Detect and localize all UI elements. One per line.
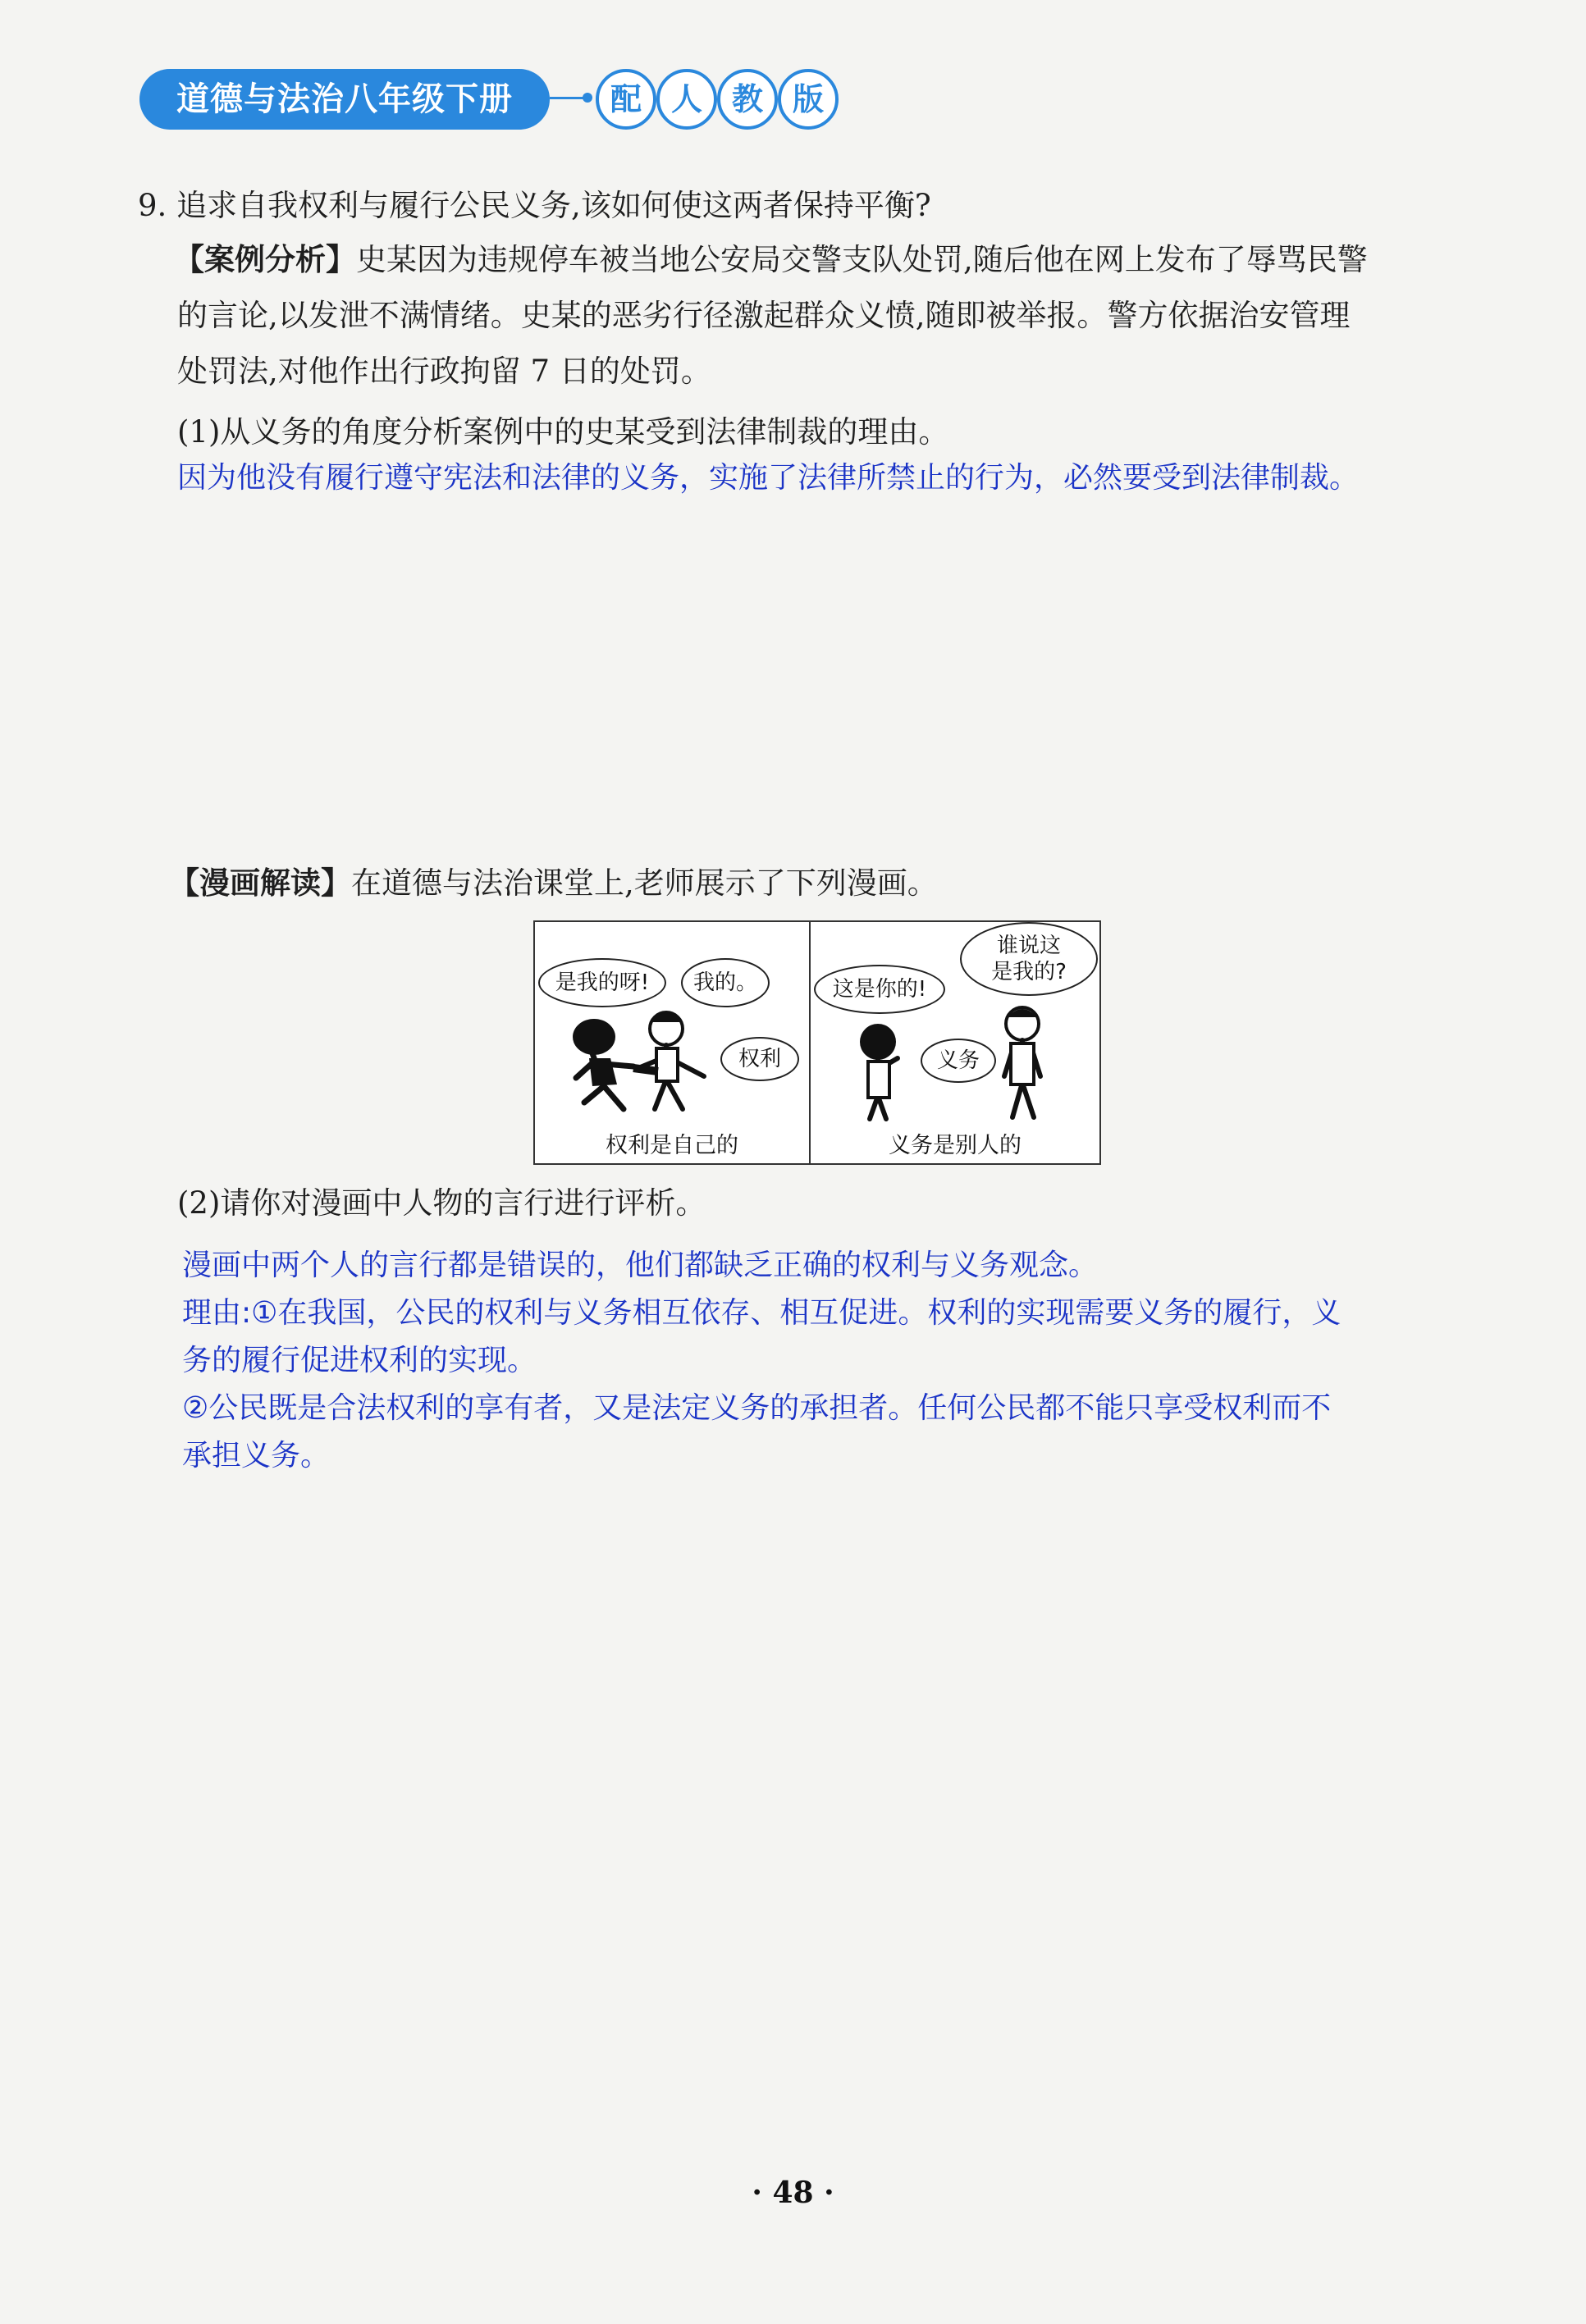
edition-badge-1: 配: [596, 69, 656, 130]
answer-1: 因为他没有履行遵守宪法和法律的义务，实施了法律所禁止的行为，必然要受到法律制裁。: [177, 461, 1360, 495]
speech-bubble-my: 我的。: [681, 958, 770, 1007]
answer-2-line-1: 漫画中两个人的言行都是错误的，他们都缺乏正确的权利与义务观念。: [182, 1249, 1099, 1282]
header-connector-dot: [583, 93, 592, 103]
answer-2-line-3: 务的履行促进权利的实现。: [182, 1344, 537, 1377]
edition-badge-2: 人: [656, 69, 717, 130]
speech-bubble-yours: 这是你的!: [814, 965, 945, 1014]
page-number: · 48 ·: [752, 2176, 834, 2210]
speech-bubble-mine: 是我的呀!: [538, 958, 666, 1007]
sub-question-2: (2)请你对漫画中人物的言行进行评析。: [177, 1185, 706, 1221]
edition-badge-4: 版: [778, 69, 839, 130]
comic-panel-duties: [811, 922, 1099, 1163]
case-text-1: 史某因为违规停车被当地公安局交警支队处罚,随后他在网上发布了辱骂民警: [356, 242, 1368, 277]
case-line-2: 的言论,以发泄不满情绪。史某的恶劣行径激起群众义愤,随即被举报。警方依据治安管理: [177, 298, 1351, 333]
tug-of-war-figures: [543, 1004, 732, 1127]
case-analysis-tag: 【案例分析】: [174, 242, 356, 277]
comic-tag: 【漫画解读】: [169, 865, 351, 901]
sub-question-1: (1)从义务的角度分析案例中的史某受到法律制裁的理由。: [177, 414, 949, 450]
label-rights: 权利: [720, 1037, 799, 1081]
caption-duties: 义务是别人的: [889, 1133, 1022, 1158]
comic-intro-line: [169, 865, 938, 902]
comic-figure: [533, 920, 1101, 1165]
case-line-3: 处罚法,对他作出行政拘留 7 日的处罚。: [177, 354, 711, 389]
comic-panel-rights: [535, 922, 811, 1163]
book-title: 道德与法治八年级下册: [139, 69, 550, 130]
speech-bubble-who-says: 谁说这 是我的?: [960, 922, 1098, 996]
label-duties: 义务: [921, 1039, 996, 1083]
answer-2-line-2: 理由:①在我国，公民的权利与义务相互依存、相互促进。权利的实现需要义务的履行，义: [182, 1296, 1341, 1330]
edition-badge-3: 教: [717, 69, 778, 130]
book-header: [139, 69, 824, 130]
comic-intro: 在道德与法治课堂上,老师展示了下列漫画。: [351, 865, 938, 901]
duty-figures: [843, 1004, 1081, 1127]
question-title: 9. 追求自我权利与履行公民义务,该如何使这两者保持平衡?: [138, 188, 931, 223]
caption-rights: 权利是自己的: [606, 1133, 738, 1158]
answer-2-line-5: 承担义务。: [182, 1439, 331, 1472]
case-line-1: [174, 241, 1368, 279]
answer-2-line-4: ②公民既是合法权利的享有者，又是法定义务的承担者。任何公民都不能只享受权利而不: [182, 1391, 1332, 1425]
